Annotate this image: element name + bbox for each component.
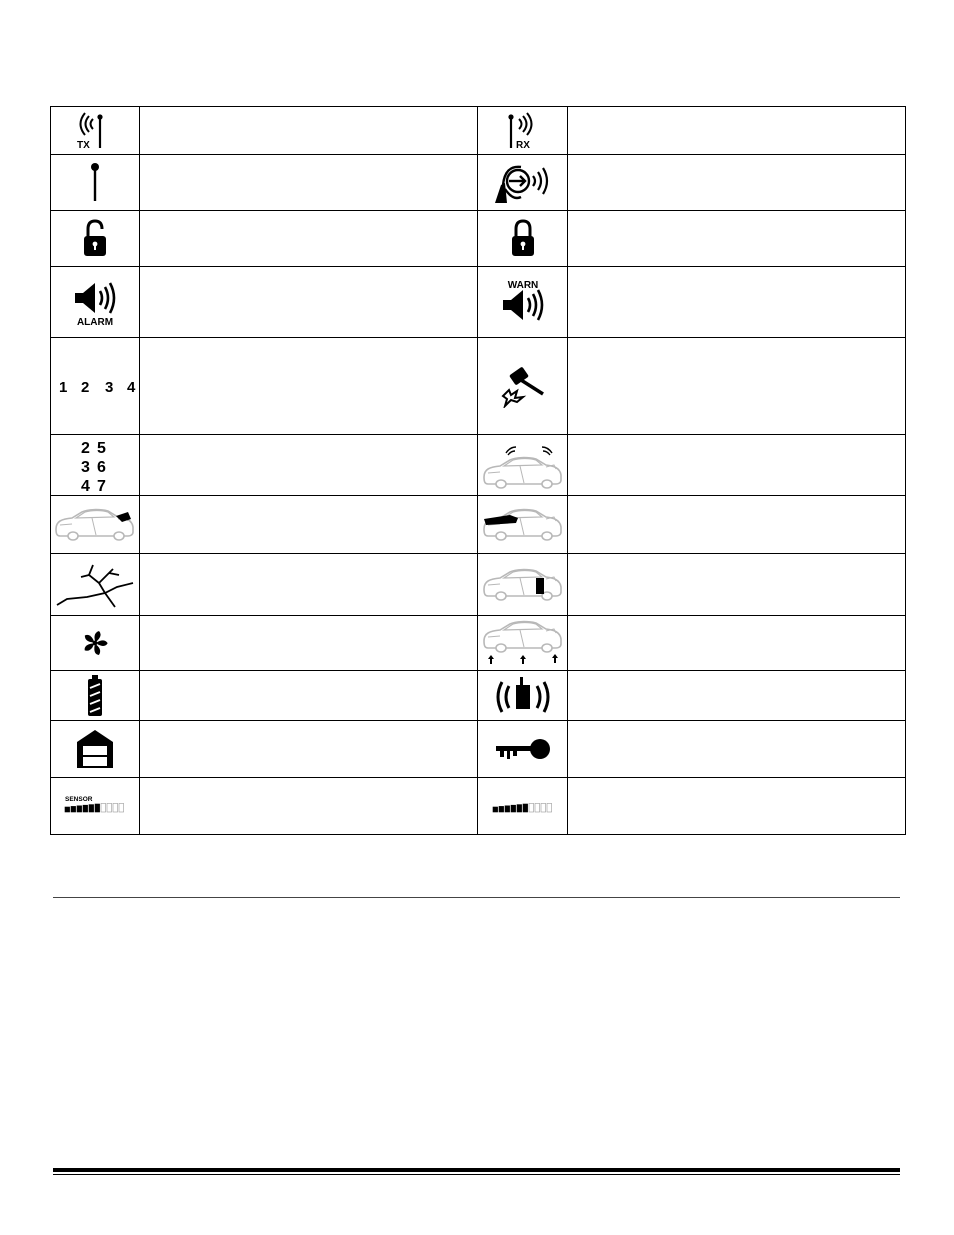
description-cell: [567, 554, 905, 616]
channel-3: 3: [105, 379, 114, 396]
icon-cell: [51, 721, 140, 778]
range-hand-icon: [491, 159, 555, 207]
channel-1: 1: [59, 379, 68, 396]
description-cell: [140, 616, 478, 671]
description-cell: [567, 778, 905, 835]
glass-break-icon: [53, 561, 137, 609]
channel-numbers-icon: [53, 374, 137, 398]
warn-label: WARN: [507, 280, 538, 291]
key-icon: [494, 736, 552, 762]
description-cell: [567, 338, 905, 435]
lock-icon: [508, 219, 538, 259]
description-cell: [567, 496, 905, 554]
icon-cell: [51, 671, 140, 721]
car-hood-icon: [480, 507, 566, 543]
level-segment: [83, 805, 88, 812]
level-segment: [499, 806, 504, 812]
table-row: [51, 616, 906, 671]
sensor-label: SENSOR: [65, 796, 93, 803]
description-cell: [140, 211, 478, 267]
channel-4: 4: [127, 379, 136, 396]
table-row: [51, 267, 906, 338]
description-cell: [140, 435, 478, 496]
description-cell: [567, 107, 905, 155]
alarm-label: ALARM: [76, 317, 114, 327]
icon-cell: [478, 267, 567, 338]
level-segment: [523, 804, 528, 812]
table-row: [51, 496, 906, 554]
alarm-speaker-icon: [65, 277, 125, 327]
aux-channel-4: 4: [81, 478, 90, 493]
description-cell: [140, 155, 478, 211]
warn-speaker-icon: [493, 277, 553, 327]
description-cell: [140, 721, 478, 778]
aux-channels-icon: [75, 437, 115, 493]
footer-rule-thin: [53, 1174, 900, 1175]
rx-label: RX: [515, 139, 530, 151]
section-divider: [53, 897, 900, 898]
level-segment: [65, 807, 70, 812]
icon-cell: [478, 338, 567, 435]
table-row: [51, 778, 906, 835]
description-cell: [140, 496, 478, 554]
aux-channel-7: 7: [97, 478, 106, 493]
table-row: [51, 338, 906, 435]
description-cell: [567, 435, 905, 496]
description-cell: [567, 671, 905, 721]
battery-icon: [84, 674, 106, 718]
level-segment: [529, 803, 534, 812]
aux-channel-6: 6: [97, 459, 106, 476]
description-cell: [567, 211, 905, 267]
icon-table: [50, 106, 906, 835]
car-door-icon: [480, 567, 566, 603]
icon-cell: [51, 616, 140, 671]
description-cell: [567, 721, 905, 778]
icon-cell: [478, 721, 567, 778]
aux-channel-3: 3: [81, 459, 90, 476]
icon-cell: [478, 778, 567, 835]
table-row: [51, 435, 906, 496]
icon-cell: [51, 554, 140, 616]
description-cell: [567, 155, 905, 211]
icon-cell: [478, 496, 567, 554]
unlock-icon: [80, 219, 110, 259]
tx-antenna-icon: [75, 111, 115, 151]
level-segment: [511, 805, 516, 812]
description-cell: [140, 267, 478, 338]
icon-cell: [51, 778, 140, 835]
level-segment: [535, 803, 540, 812]
icon-cell: [478, 107, 567, 155]
level-segment: [113, 803, 118, 812]
sensor-level-icon: [63, 794, 127, 818]
icon-cell: [51, 267, 140, 338]
table-row: [51, 155, 906, 211]
icon-cell: [51, 496, 140, 554]
description-cell: [140, 554, 478, 616]
icon-cell: [51, 155, 140, 211]
description-cell: [140, 107, 478, 155]
level-segment: [101, 803, 106, 812]
description-cell: [140, 671, 478, 721]
signal-level-icon: [491, 794, 555, 818]
description-cell: [140, 338, 478, 435]
level-segment: [119, 803, 124, 812]
vibrate-icon: [494, 675, 552, 717]
level-segment: [517, 805, 522, 812]
description-cell: [567, 616, 905, 671]
shock-hammer-icon: [497, 364, 549, 408]
table-row: [51, 554, 906, 616]
icon-cell: [51, 211, 140, 267]
table-row: [51, 107, 906, 155]
channel-2: 2: [81, 379, 90, 396]
icon-cell: [478, 155, 567, 211]
icon-cell: [478, 671, 567, 721]
level-segment: [493, 807, 498, 812]
level-segment: [71, 806, 76, 812]
garage-icon: [75, 728, 115, 770]
table-row: [51, 211, 906, 267]
table-row: [51, 671, 906, 721]
rx-antenna-icon: [503, 111, 543, 151]
description-cell: [140, 778, 478, 835]
level-segment: [107, 803, 112, 812]
icon-cell: [478, 554, 567, 616]
icon-cell: [51, 435, 140, 496]
level-segment: [541, 803, 546, 812]
antenna-icon: [85, 159, 105, 207]
car-trunk-icon: [52, 507, 138, 543]
car-alarm-signal-icon: [480, 441, 566, 489]
table-row: [51, 721, 906, 778]
icon-cell: [51, 338, 140, 435]
tx-label: TX: [77, 139, 90, 151]
icon-cell: [51, 107, 140, 155]
icon-cell: [478, 616, 567, 671]
car-tilt-icon: [480, 619, 566, 667]
description-cell: [567, 267, 905, 338]
level-segment: [547, 803, 552, 812]
aux-channel-5: 5: [97, 440, 106, 457]
level-segment: [505, 806, 510, 812]
icon-cell: [478, 211, 567, 267]
icon-cell: [478, 435, 567, 496]
level-segment: [95, 804, 100, 812]
level-segment: [89, 805, 94, 812]
aux-channel-2: 2: [81, 440, 90, 457]
footer-rule: [53, 1168, 900, 1172]
fan-icon: [80, 628, 110, 658]
level-segment: [77, 806, 82, 812]
